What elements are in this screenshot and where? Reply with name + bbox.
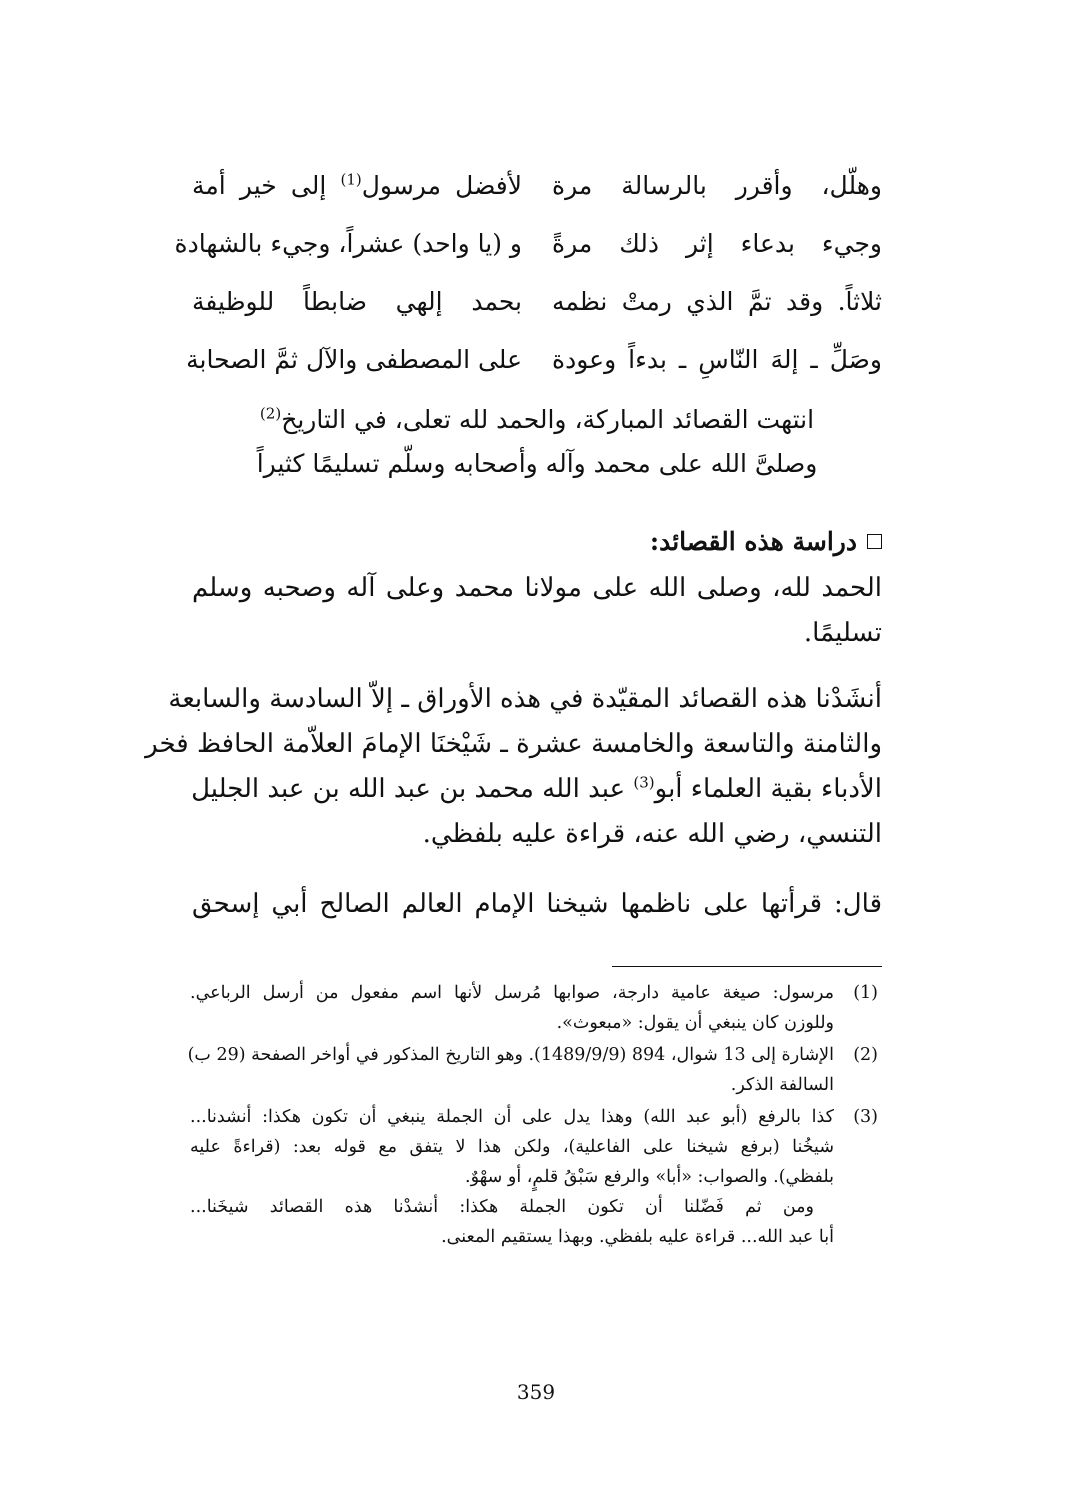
line-text: الأدباء بقية العلماء أبو xyxy=(654,774,882,804)
colophon-line xyxy=(192,398,882,442)
footnote-line: ومن ثم فَضّلنا أن تكون الجملة هكذا: أنشدْنا هذه القصائد شيخَنا... xyxy=(190,1197,814,1217)
footnote-line: أبا عبد الله... قراءة عليه بلفظي. وبهذا يستقيم المعنى. xyxy=(441,1227,834,1247)
footnote xyxy=(190,1102,884,1252)
verse-first-hemistich: ثلاثاً. وقد تمَّ الذي رمتْ نظمه xyxy=(552,287,882,316)
closing-colophon xyxy=(192,398,882,486)
verse-second-hemistich: و (يا واحد) عشراً، وجيء بالشهادة xyxy=(174,229,522,258)
footnote xyxy=(187,1040,884,1100)
footnote-separator xyxy=(612,966,882,967)
footnote-number: (2) xyxy=(853,1045,878,1065)
heading-text: دراسة هذه القصائد: xyxy=(649,527,857,556)
verse-first-hemistich: وجيء بدعاء إثر ذلك مرةً xyxy=(552,229,882,258)
paragraph-line: والثامنة والتاسعة والخامسة عشرة ـ شَيْخنَا الإمامَ العلاّمة الحافظ فخر xyxy=(145,729,882,759)
hemistich-text-tail: إلى خير أمة xyxy=(192,171,341,200)
poem-verse xyxy=(186,340,882,398)
footnote-number: (1) xyxy=(853,983,878,1003)
footnote-number: (3) xyxy=(853,1107,878,1127)
section-heading xyxy=(650,522,882,562)
paragraph-line: التنسي، رضي الله عنه، قراءة عليه بلفظي. xyxy=(422,819,882,849)
paragraph xyxy=(145,677,882,857)
paragraph-line: قال: قرأتها على ناظمها شيخنا الإمام العالم الصالح أبي إسحق xyxy=(192,889,882,919)
footnote-line: شيخُنا (برفع شيخنا على الفاعلية)، ولكن هذا لا يتفق مع قوله بعد: (قراءةً عليه xyxy=(190,1137,834,1157)
footnote-line: بلفظي). والصواب: «أبا» والرفع سَبْقُ قلمٍ، أو سهْوٌ. xyxy=(465,1167,834,1187)
footnote-line: كذا بالرفع (أبو عبد الله) وهذا يدل على أن الجملة ينبغي أن تكون هكذا: أنشدنا... xyxy=(190,1107,834,1127)
footnote-ref: (3) xyxy=(633,773,655,792)
poem-verse xyxy=(192,282,882,340)
footnote-line: الإشارة إلى 13 شوال، 894 (1489/9/9). وهو التاريخ المذكور في أواخر الصفحة (29 ب) xyxy=(187,1045,834,1065)
paragraph-line xyxy=(192,767,882,812)
paragraph xyxy=(192,882,882,927)
footnote-line: السالفة الذكر. xyxy=(730,1075,834,1095)
colophon-text: انتهت القصائد المباركة، والحمد لله تعلى، في التاريخ xyxy=(281,405,815,434)
footnote-line: وللوزن كان ينبغي أن يقول: «مبعوث». xyxy=(556,1013,834,1033)
verse-first-hemistich: وهلّل، وأقرر بالرسالة مرة xyxy=(552,171,882,200)
paragraph xyxy=(192,566,882,656)
footnote-line: مرسول: صيغة عامية دارجة، صوابها مُرسل لأنها اسم مفعول من أرسل الرباعي. xyxy=(190,983,834,1003)
footnote-ref: (1) xyxy=(340,170,362,189)
colophon-line: وصلىَّ الله على محمد وآله وأصحابه وسلّم تسليمًا كثيراً xyxy=(256,449,818,478)
verse-second-hemistich: بحمد إلهي ضابطاً للوظيفة xyxy=(192,287,522,316)
verse-second-hemistich xyxy=(192,166,522,206)
poem-verse xyxy=(192,166,882,224)
paragraph-line: أنشَدْنا هذه القصائد المقيّدة في هذه الأوراق ـ إلاّ السادسة والسابعة xyxy=(168,684,882,714)
poem xyxy=(174,166,882,398)
footnote-ref: (2) xyxy=(259,404,282,423)
square-bullet-icon xyxy=(867,534,882,549)
hemistich-text: لأفضل مرسول xyxy=(361,171,522,200)
footnotes xyxy=(187,978,884,1254)
footnote xyxy=(190,978,884,1038)
line-text-tail: عبد الله محمد بن عبد الله بن عبد الجليل xyxy=(191,774,634,804)
poem-verse xyxy=(174,224,882,282)
verse-first-hemistich: وصَلِّ ـ إلهَ النّاسِ ـ بدءاً وعودة xyxy=(552,345,882,374)
paragraph-line: الحمد لله، وصلى الله على مولانا محمد وعلى آله وصحبه وسلم xyxy=(192,573,882,603)
page-number: 359 xyxy=(516,1380,556,1404)
verse-second-hemistich: على المصطفى والآل ثمَّ الصحابة xyxy=(186,345,522,374)
paragraph-line: تسليمًا. xyxy=(803,618,882,648)
